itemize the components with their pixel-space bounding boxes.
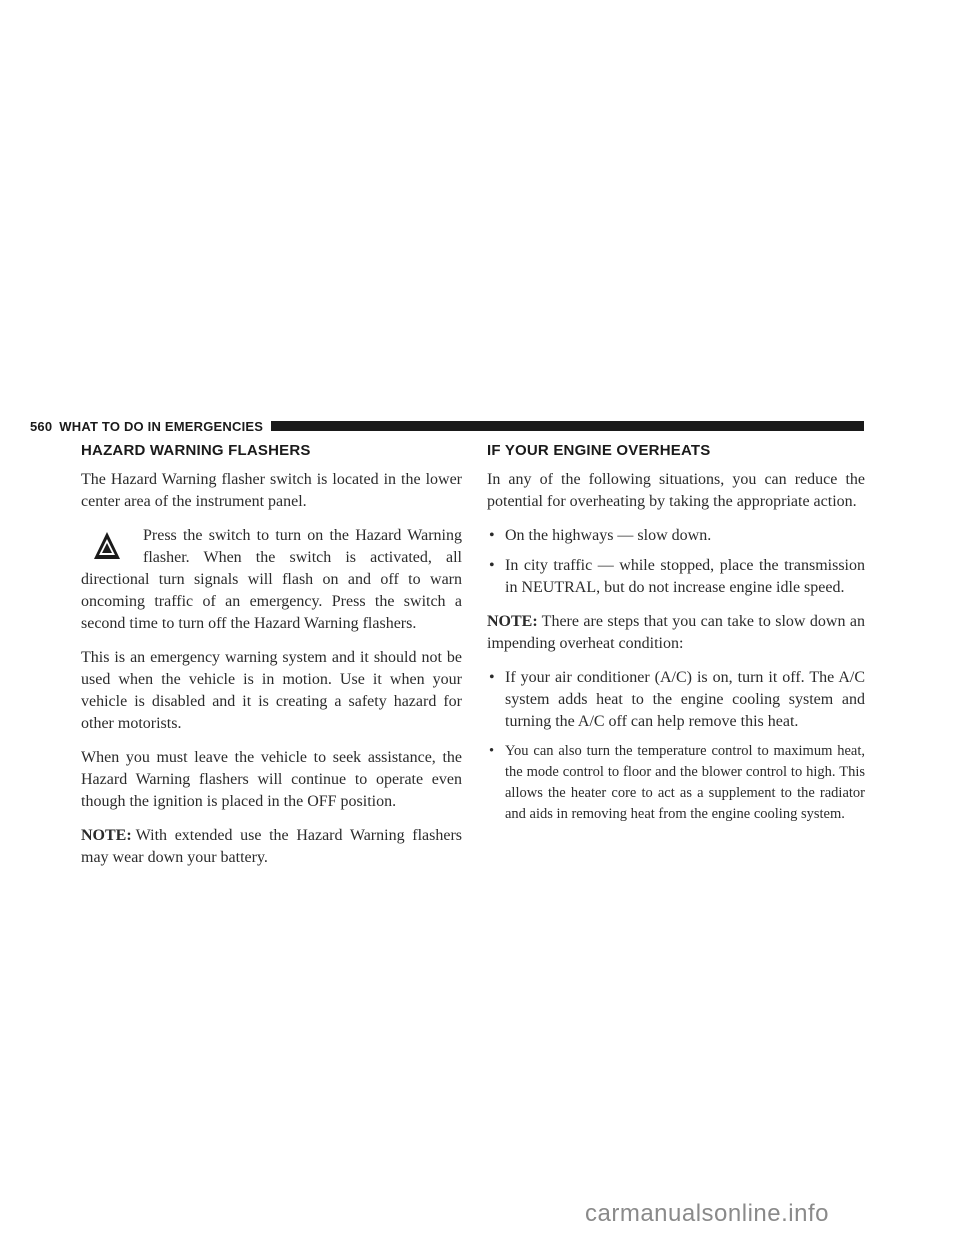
hazard-paragraph-1: The Hazard Warning flasher switch is located in the lower center area of the instrument panel. [81, 471, 462, 510]
right-column [487, 442, 865, 837]
watermark: carmanualsonline.info [585, 1200, 829, 1227]
note-label: NOTE: [81, 827, 132, 844]
overheat-paragraph-1: In any of the following situations, you can reduce the potential for overheating by taking the appropriate action. [487, 471, 865, 510]
hazard-paragraph-4: When you must leave the vehicle to seek assistance, the Hazard Warning flashers will continue to operate even though the ignition is placed in the OFF position. [81, 749, 462, 810]
hazard-heading: HAZARD WARNING FLASHERS [81, 442, 311, 459]
section-title: WHAT TO DO IN EMERGENCIES [59, 418, 264, 434]
overheat-heading: IF YOUR ENGINE OVERHEATS [487, 442, 711, 459]
overheat-note [487, 611, 865, 655]
overheat-steps-list [487, 667, 865, 825]
list-item: • You can also turn the temperature control to maximum heat, the mode control to floor and the blower control to high. This allows the heater core to act as a supplement to the radiator and aids in removing heat from the engine cooling system. [487, 741, 865, 825]
header-rule [271, 421, 864, 431]
note-text: There are steps that you can take to slow down an impending overheat condition: [487, 613, 865, 652]
hazard-icon-paragraph [81, 525, 462, 635]
left-column [81, 442, 462, 881]
page-number: 560 [30, 418, 53, 434]
hazard-paragraph-3: This is an emergency warning system and it should not be used when the vehicle is in motion. Use it when your vehicle is disabled and it is creating a safety hazard for other motorists. [81, 649, 462, 732]
list-item: • In city traffic — while stopped, place the transmission in NEUTRAL, but do not increase engine idle speed. [487, 555, 865, 599]
list-item: • If your air conditioner (A/C) is on, turn it off. The A/C system adds heat to the engine cooling system and turning the A/C off can help remove this heat. [487, 667, 865, 733]
page-header [30, 417, 864, 435]
overheat-situation-list [487, 525, 865, 599]
list-item: • On the highways — slow down. [487, 525, 865, 547]
note-text: With extended use the Hazard Warning flashers may wear down your battery. [81, 827, 462, 866]
note-label: NOTE: [487, 613, 538, 630]
hazard-paragraph-2: Press the switch to turn on the Hazard Warning flasher. When the switch is activated, all directional turn signals will flash on and off to warn oncoming traffic of an emergency. Press the switch a second time to turn off the Hazard Warning flashers. [81, 527, 462, 632]
hazard-warning-triangle-icon [81, 529, 131, 567]
hazard-note [81, 825, 462, 869]
